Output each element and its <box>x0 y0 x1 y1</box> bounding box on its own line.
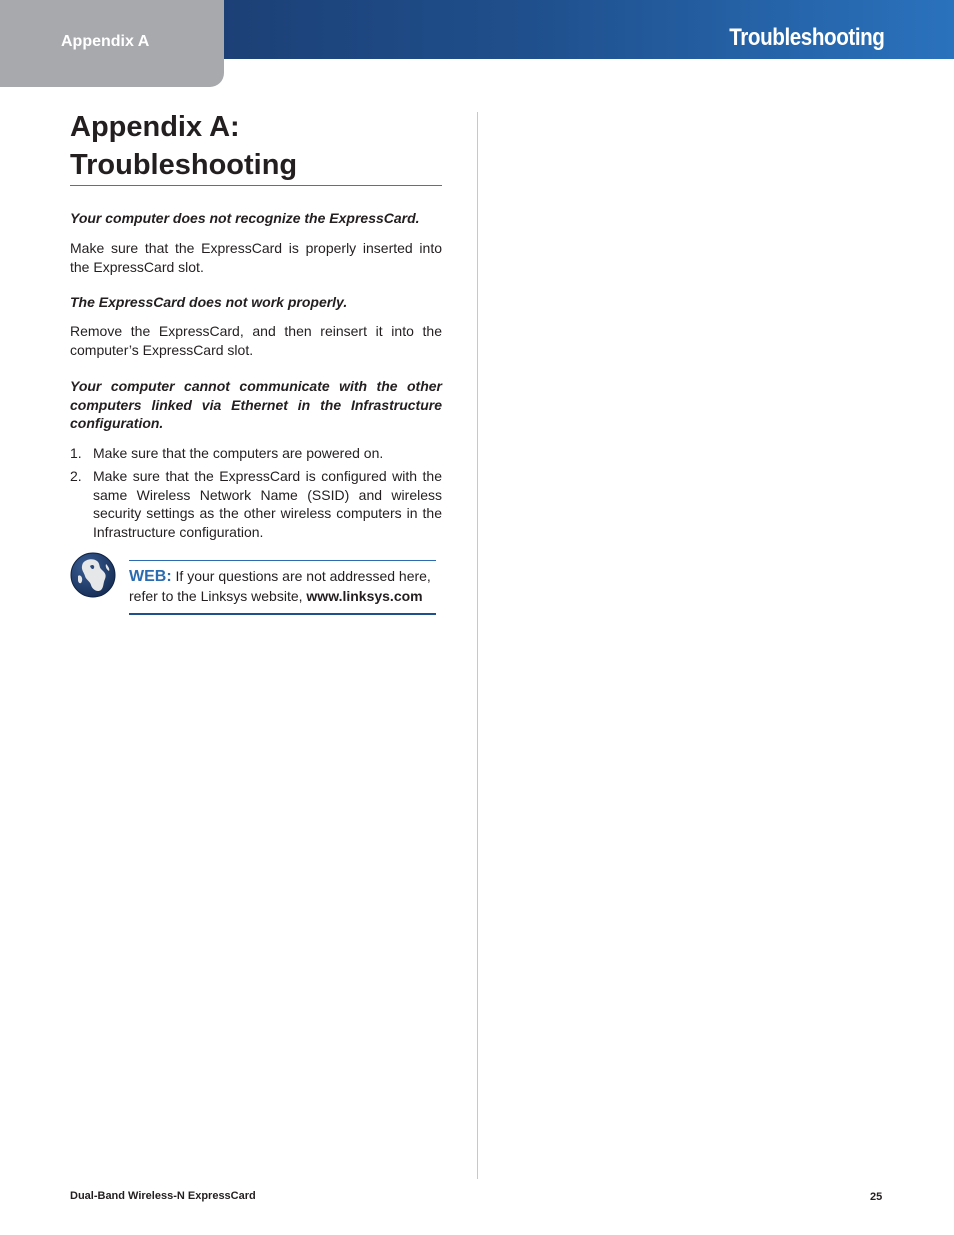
web-note <box>70 552 442 616</box>
steps-list <box>70 444 442 542</box>
footer-page-number: 25 <box>870 1191 883 1203</box>
linksys-url[interactable]: www.linksys.com <box>306 587 423 604</box>
column-divider <box>477 112 478 1179</box>
section-title: Troubleshooting <box>728 24 884 51</box>
question-2: The ExpressCard does not work properly. <box>70 293 348 310</box>
note-text <box>129 567 439 605</box>
answer-2: Remove the ExpressCard, and then reinsert it into the computer’s ExpressCard slot. <box>70 323 442 358</box>
note-body: If your questions are not addressed here, refer to the Linksys website, <box>129 568 431 604</box>
list-item <box>70 444 442 463</box>
appendix-tab <box>0 0 224 87</box>
main-content <box>70 108 442 541</box>
globe-icon <box>70 552 116 598</box>
page-heading <box>70 108 442 186</box>
step-number: 1. <box>70 444 82 461</box>
step-text: Make sure that the ExpressCard is configured with the same Wireless Network Name (SSID) and wireless security settings as the other wireless computers in the Infrastructure configuration. <box>93 468 442 540</box>
appendix-tab-label: Appendix A <box>61 33 150 50</box>
step-text: Make sure that the computers are powered on. <box>93 444 384 461</box>
footer-product: Dual-Band Wireless-N ExpressCard <box>70 1190 256 1202</box>
question-1: Your computer does not recognize the ExpressCard. <box>70 210 420 226</box>
answer-1: Make sure that the ExpressCard is properly inserted into the ExpressCard slot. <box>70 239 442 275</box>
list-item <box>70 467 442 541</box>
web-label: WEB: <box>129 568 172 585</box>
step-number: 2. <box>70 468 82 485</box>
heading-line-2: Troubleshooting <box>70 149 298 181</box>
question-3: Your computer cannot communicate with the other computers linked via Ethernet in the Infrastructure configuration. <box>70 378 442 431</box>
heading-line-1: Appendix A: <box>70 111 240 143</box>
note-box <box>129 560 436 615</box>
